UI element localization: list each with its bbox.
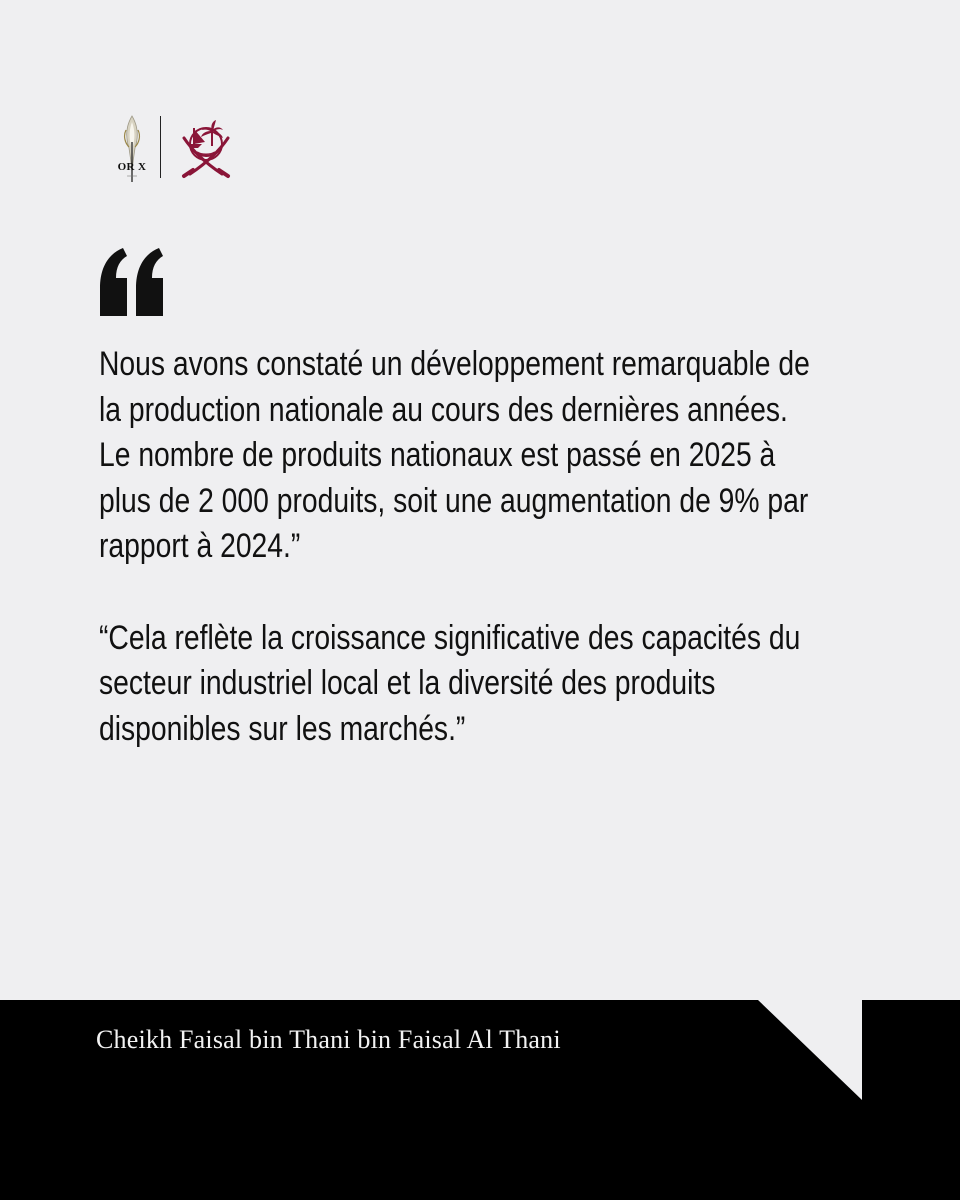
- open-quote-icon: [98, 246, 168, 320]
- svg-text:OR X: OR X: [117, 161, 147, 173]
- logo-divider: [160, 116, 161, 178]
- quote-paragraph-1: Nous avons constaté un développement remarquable de la production nationale au cours des dernières années. Le nombre de produits nationaux est passé en 2025 à plus de 2 000 produits, soit une augmentation de 9% par rapport à 2024.”: [99, 345, 810, 566]
- speech-bubble-tail: [758, 1000, 868, 1104]
- orix-flame-logo-icon: [112, 112, 152, 184]
- author-name: Cheikh Faisal bin Thani bin Faisal Al Thani: [96, 1025, 561, 1054]
- quote-paragraph-2: “Cela reflète la croissance significative des capacités du secteur industriel local et la diversité des produits disponibles sur les marchés.”: [99, 618, 801, 748]
- header-logos: [112, 112, 244, 184]
- quote-body: [99, 342, 821, 752]
- qatar-emblem-icon: [174, 116, 238, 180]
